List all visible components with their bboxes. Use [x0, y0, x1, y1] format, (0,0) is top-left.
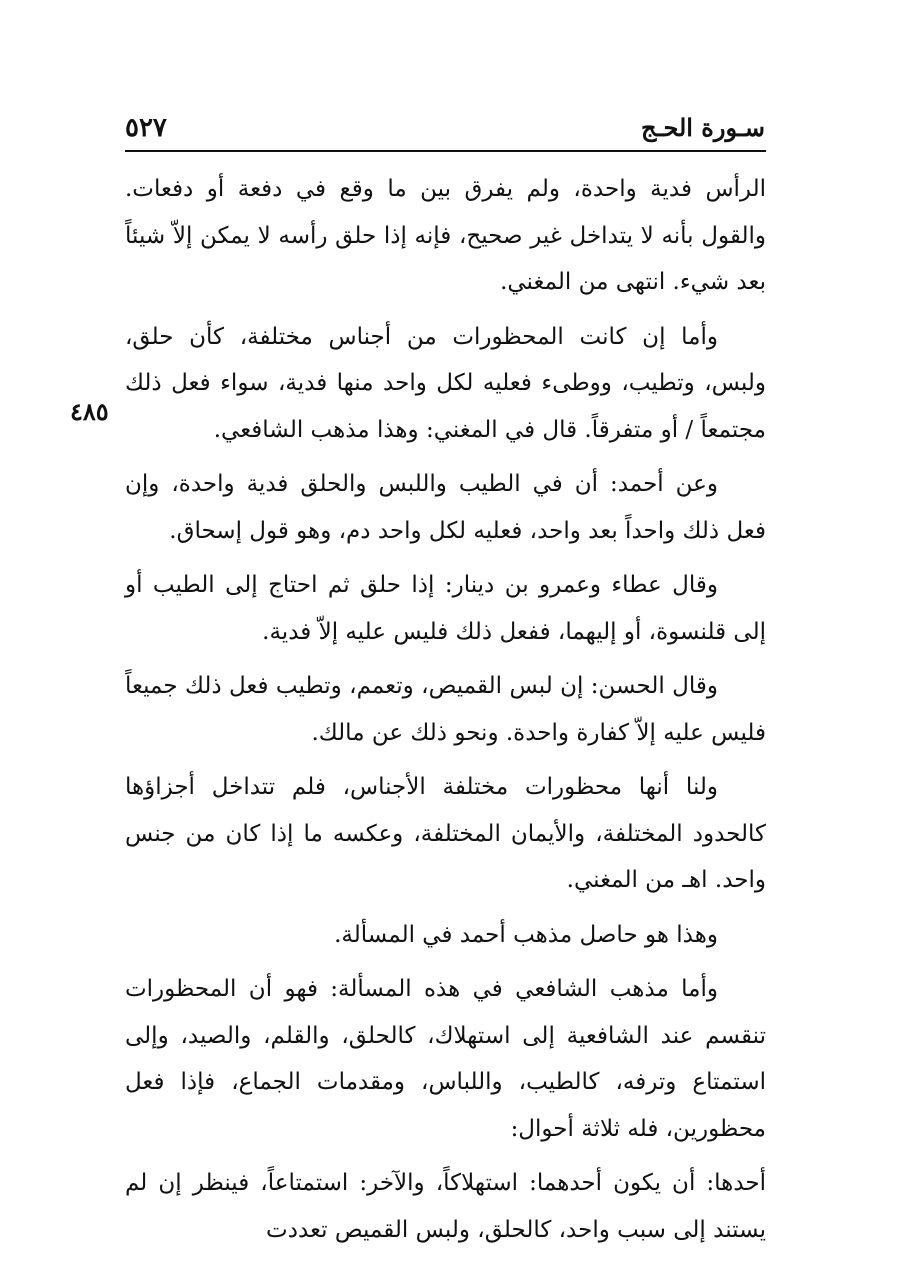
surah-title: سـورة الحـج: [640, 113, 765, 142]
paragraph: وعن أحمد: أن في الطيب واللبس والحلق فدية واحدة، وإن فعل ذلك واحداً بعد واحد، فعليه لكل واحد دم، وهو قول إسحاق.: [125, 471, 766, 544]
running-header: [125, 108, 765, 148]
paragraph: أحدها: أن يكون أحدهما: استهلاكاً، والآخر: استمتاعاً، فينظر إن لم يستند إلى سبب واحد، كالحلق، ولبس القميص تعددت: [125, 1170, 766, 1243]
header-divider: [125, 150, 766, 152]
margin-page-reference: ٤٨٥: [70, 397, 109, 426]
paragraph: الرأس فدية واحدة، ولم يفرق بين ما وقع في دفعة أو دفعات. والقول بأنه لا يتداخل غير صحيح، فإنه إذا حلق رأسه لا يمكن إلاّ شيئاً بعد شيء. انتهى من المغني.: [125, 176, 766, 295]
body-text: [125, 166, 766, 1261]
paragraph: وقال عطاء وعمرو بن دينار: إذا حلق ثم احتاج إلى الطيب أو إلى قلنسوة، أو إليهما، ففعل ذلك فليس عليه إلاّ فدية.: [125, 572, 766, 645]
paragraph: وقال الحسن: إن لبس القميص، وتعمم، وتطيب فعل ذلك جميعاً فليس عليه إلاّ كفارة واحدة. ونحو ذلك عن مالك.: [125, 673, 766, 746]
paragraph: وهذا هو حاصل مذهب أحمد في المسألة.: [334, 921, 718, 948]
paragraph: ولنا أنها محظورات مختلفة الأجناس، فلم تتداخل أجزاؤها كالحدود المختلفة، والأيمان المختلفة، وعكسه ما إذا كان من جنس واحد. اهـ من المغني.: [125, 774, 766, 893]
paragraph: وأما إن كانت المحظورات من أجناس مختلفة، كأن حلق، ولبس، وتطيب، ووطىء فعليه لكل واحد منها فدية، سواء فعل ذلك مجتمعاً / أو متفرقاً. قال في المغني: وهذا مذهب الشافعي.: [125, 323, 766, 443]
page-number: ٥٢٧: [125, 113, 167, 143]
paragraph: وأما مذهب الشافعي في هذه المسألة: فهو أن المحظورات تنقسم عند الشافعية إلى استهلاك، كالحلق، والقلم، والصيد، وإلى استمتاع وترفه، كالطيب، واللباس، ومقدمات الجماع، فإذا فعل محظورين، فله ثلاثة أحوال:: [125, 976, 766, 1142]
